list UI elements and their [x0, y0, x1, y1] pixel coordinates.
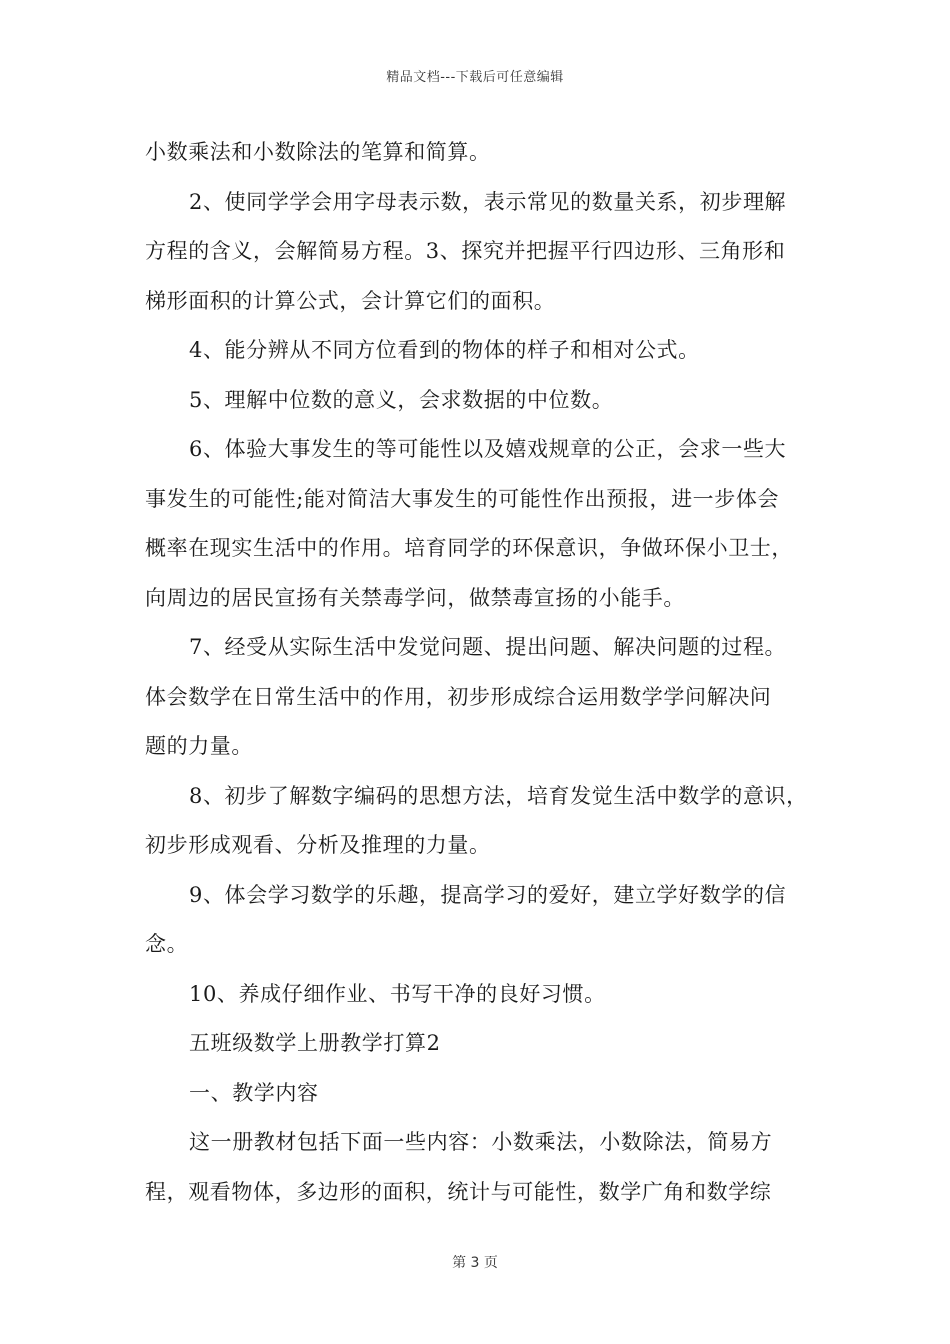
text-line: 小数乘法和小数除法的笔算和简算。: [145, 140, 491, 164]
page-header: 精品文档---下载后可任意编辑: [386, 70, 564, 85]
text-line: 程，观看物体，多边形的面积，统计与可能性，数学广角和数学综: [145, 1179, 772, 1204]
text-line: 9、体会学习数学的乐趣，提高学习的爱好，建立学好数学的信: [189, 882, 787, 907]
text-line: 2、使同学学会用字母表示数，表示常见的数量关系，初步理解: [189, 189, 787, 214]
section-heading: 一、教学内容: [189, 1080, 319, 1105]
document-body: [145, 128, 815, 1217]
text-line: 6、体验大事发生的等可能性以及嬉戏规章的公正，会求一些大: [189, 437, 787, 461]
text-line: 体会数学在日常生活中的作用，初步形成综合运用数学学问解决问: [145, 684, 772, 709]
section-title: 五班级数学上册教学打算2: [189, 1031, 441, 1055]
text-line: 初步形成观看、分析及推理的力量。: [145, 833, 491, 857]
text-line: 4、能分辨从不同方位看到的物体的样子和相对公式。: [189, 338, 700, 362]
text-line: 7、经受从实际生活中发觉问题、提出问题、解决问题的过程。: [189, 635, 787, 659]
text-line: 题的力量。: [145, 734, 253, 758]
text-line: 梯形面积的计算公式，会计算它们的面积。: [145, 288, 556, 313]
text-line: 8、初步了解数字编码的思想方法，培育发觉生活中数学的意识，: [189, 783, 808, 808]
text-line: 事发生的可能性;能对简洁大事发生的可能性作出预报，进一步体会: [145, 486, 780, 511]
text-line: 10、养成仔细作业、书写干净的良好习惯。: [189, 981, 606, 1006]
text-line: 方程的含义，会解简易方程。3、探究并把握平行四边形、三角形和: [145, 239, 786, 263]
text-line: 概率在现实生活中的作用。培育同学的环保意识，争做环保小卫士，: [145, 536, 793, 560]
text-line: 这一册教材包括下面一些内容：小数乘法，小数除法，简易方: [189, 1130, 773, 1154]
text-line: 5、理解中位数的意义，会求数据的中位数。: [189, 387, 614, 412]
text-line: 念。: [145, 932, 189, 956]
page-number: 第 3 页: [452, 1255, 498, 1271]
text-line: 向周边的居民宣扬有关禁毒学问，做禁毒宣扬的小能手。: [145, 585, 685, 610]
